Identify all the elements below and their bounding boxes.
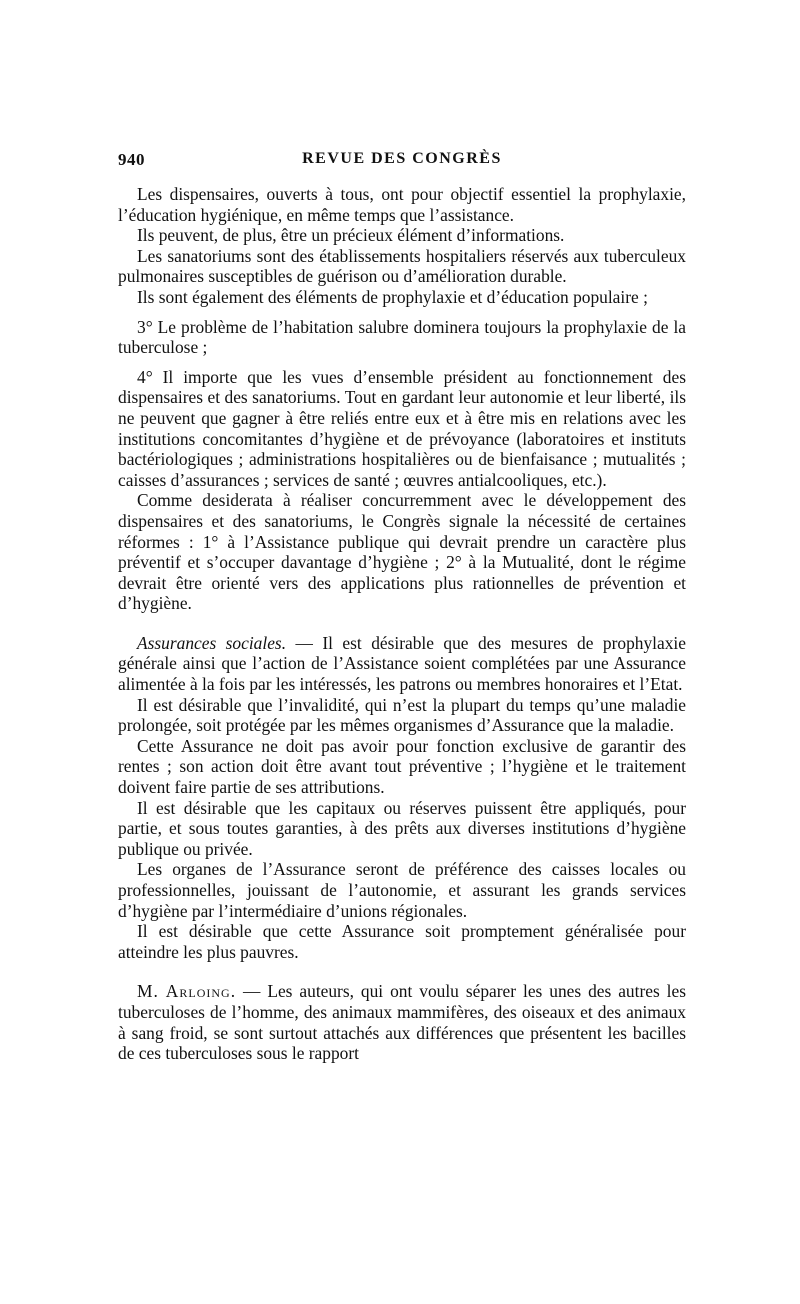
paragraph: Ils sont également des éléments de prophylaxie et d’éducation populaire ; (137, 286, 648, 307)
paragraph-assurances-sociales (118, 633, 686, 695)
paragraph-text: — Les auteurs, qui ont voulu séparer les unes des autres les tuberculoses de l’homme, des animaux mammifères, des oiseaux et des animaux à sang froid, se sont surtout attachés aux différences que présentent les bacilles de ces tuberculoses sous le rapport (118, 981, 687, 1064)
paragraph: Il est désirable que cette Assurance soit promptement généralisée pour atteindre les plus pauvres. (118, 921, 686, 962)
paragraph: 4° Il importe que les vues d’ensemble président au fonctionnement des dispensaires et des sanatoriums. Tout en gardant leur autonomie et leur liberté, ils ne peuvent que gagner à être reliés entre eux et à être mis en relations avec les institutions concomitantes d’hygiène et de prévoyance (laboratoires et instituts bactériologiques ; administrations hospitalières ou de bienfaisance ; mutualités ; caisses d’assurances ; services de santé ; œuvres antialcooliques, etc.). (118, 366, 686, 490)
page-number: 940 (118, 150, 145, 169)
paragraph: Les dispensaires, ouverts à tous, ont pour objectif essentiel la prophylaxie, l’éducation hygiénique, en même temps que l’assistance. (118, 184, 686, 225)
paragraph: Comme desiderata à réaliser concurremment avec le développement des dispensaires et des sanatoriums, le Congrès signale la nécessité de certaines réformes : 1° à l’Assistance publique qui devrait prendre un caractère plus préventif et s’occuper davantage d’hygiène ; 2° à la Mutualité, dont le régime devrait être orienté vers des applications plus rationnelles de prévention et d’hygiène. (118, 490, 686, 614)
paragraph: Ils peuvent, de plus, être un précieux élément d’informations. (137, 225, 565, 246)
page-body (118, 184, 686, 1064)
paragraph: Il est désirable que l’invalidité, qui n’est la plupart du temps qu’une maladie prolongée, soit protégée par les mêmes organismes d’Assurance que la maladie. (118, 694, 686, 736)
page-header (118, 150, 686, 172)
paragraph-arloing (118, 981, 686, 1063)
paragraph: Cette Assurance ne doit pas avoir pour fonction exclusive de garantir des rentes ; son action doit être avant tout préventive ; l’hygiène et le traitement doivent faire partie de ses attributions. (118, 735, 686, 798)
paragraph: 3° Le problème de l’habitation salubre dominera toujours la prophylaxie de la tuberculose ; (118, 316, 686, 358)
running-title: REVUE DES CONGRÈS (302, 150, 502, 167)
paragraph: Les sanatoriums sont des établissements hospitaliers réservés aux tuberculeux pulmonaires susceptibles de guérison ou d’amélioration durable. (118, 245, 686, 287)
paragraph: Il est désirable que les capitaux ou réserves puissent être appliqués, pour partie, et sous toutes garanties, à des prêts aux diverses institutions d’hygiène publique ou privée. (118, 797, 686, 859)
speaker-name: M. Arloing. (137, 981, 237, 1002)
paragraph: Les organes de l’Assurance seront de préférence des caisses locales ou professionnelles, jouissant de l’autonomie, et assurant les grands services d’hygiène par l’intermédiaire d’unions régionales. (118, 859, 686, 921)
section-lead: Assurances sociales. (137, 632, 287, 653)
paragraph-text: — Il est désirable que des mesures de prophylaxie générale ainsi que l’action de l’Assistance soient complétées par une Assurance alimentée à la fois par les intéressés, les patrons ou membres honoraires et l’Etat. (118, 632, 686, 695)
